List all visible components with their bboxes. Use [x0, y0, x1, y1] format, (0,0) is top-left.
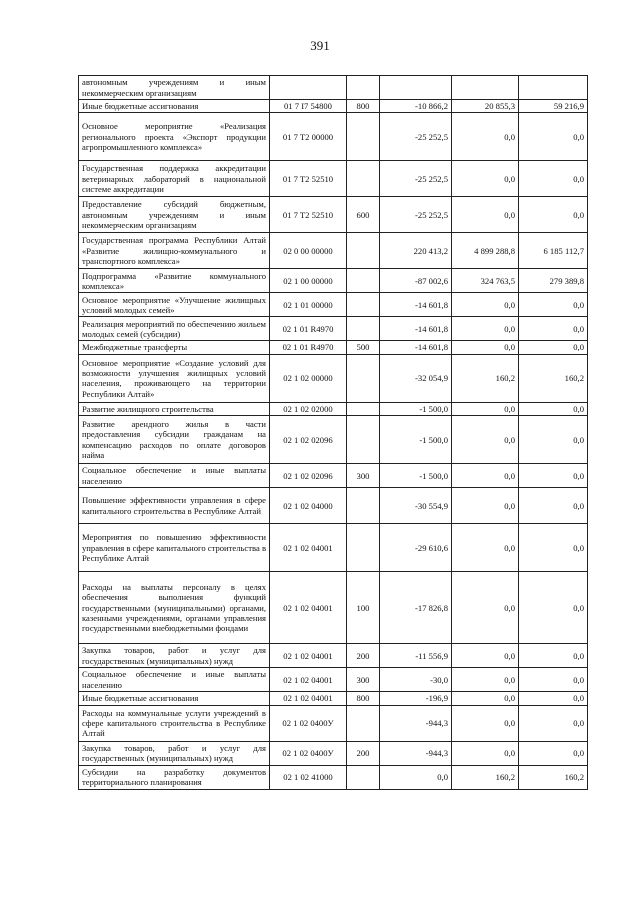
row-expense-type	[347, 161, 380, 197]
row-amount-3: 0,0	[519, 341, 588, 354]
row-expense-type: 200	[347, 741, 380, 765]
row-code: 01 7 T2 00000	[270, 113, 347, 161]
row-amount-1: -10 866,2	[380, 100, 452, 113]
table-row	[79, 197, 588, 233]
table-row	[79, 765, 588, 789]
row-amount-1: -30 554,9	[380, 488, 452, 524]
row-name: Социальное обеспечение и иные выплаты населению	[79, 668, 270, 692]
row-amount-3: 0,0	[519, 488, 588, 524]
row-code: 02 1 00 00000	[270, 269, 347, 293]
row-code: 02 1 02 04001	[270, 644, 347, 668]
row-name: Основное мероприятие «Улучшение жилищных условий молодых семей»	[79, 293, 270, 317]
budget-table	[78, 75, 588, 790]
row-amount-2: 0,0	[452, 488, 519, 524]
row-amount-1: -196,9	[380, 692, 452, 705]
table-row	[79, 416, 588, 464]
row-amount-2: 324 763,5	[452, 269, 519, 293]
row-name: Иные бюджетные ассигнования	[79, 100, 270, 113]
table-row	[79, 572, 588, 644]
row-amount-1: -14 601,8	[380, 293, 452, 317]
row-amount-2: 20 855,3	[452, 100, 519, 113]
row-expense-type: 300	[347, 668, 380, 692]
row-amount-3: 0,0	[519, 402, 588, 415]
row-code: 01 7 T2 52510	[270, 197, 347, 233]
row-code: 02 1 02 02000	[270, 402, 347, 415]
row-code: 02 1 02 02096	[270, 416, 347, 464]
table-row	[79, 161, 588, 197]
row-expense-type	[347, 354, 380, 402]
row-expense-type: 800	[347, 100, 380, 113]
row-amount-3: 0,0	[519, 644, 588, 668]
row-expense-type	[347, 705, 380, 741]
table-row	[79, 293, 588, 317]
row-amount-3: 0,0	[519, 317, 588, 341]
row-code: 02 1 02 00000	[270, 354, 347, 402]
row-name: Государственная поддержка аккредитации ветеринарных лабораторий в национальной системе аккредитации	[79, 161, 270, 197]
row-amount-3: 160,2	[519, 765, 588, 789]
row-name: Расходы на выплаты персоналу в целях обеспечения выполнения функций государственными (муниципальными) органами, казенными учреждениями, органами управления государственными внебюджетными фондами	[79, 572, 270, 644]
row-name: Иные бюджетные ассигнования	[79, 692, 270, 705]
row-amount-3: 160,2	[519, 354, 588, 402]
row-name: автономным учреждениям и иным некоммерческим организациям	[79, 76, 270, 100]
row-amount-2: 0,0	[452, 524, 519, 572]
row-code: 01 7 T2 52510	[270, 161, 347, 197]
table-row	[79, 233, 588, 269]
row-name: Основное мероприятие «Создание условий для возможности улучшения жилищных условий населения, проживающего на территории Республики Алтай»	[79, 354, 270, 402]
row-amount-3: 0,0	[519, 692, 588, 705]
row-amount-3: 0,0	[519, 741, 588, 765]
row-amount-1: 220 413,2	[380, 233, 452, 269]
row-amount-1: -25 252,5	[380, 113, 452, 161]
table-row	[79, 705, 588, 741]
table-row	[79, 402, 588, 415]
table-row	[79, 76, 588, 100]
table-row	[79, 668, 588, 692]
row-name: Закупка товаров, работ и услуг для государственных (муниципальных) нужд	[79, 644, 270, 668]
row-amount-3: 0,0	[519, 416, 588, 464]
row-name: Закупка товаров, работ и услуг для государственных (муниципальных) нужд	[79, 741, 270, 765]
row-name: Предоставление субсидий бюджетным, автономным учреждениям и иным некоммерческим организациям	[79, 197, 270, 233]
row-amount-1: -87 002,6	[380, 269, 452, 293]
row-amount-3: 0,0	[519, 668, 588, 692]
row-amount-1: -25 252,5	[380, 197, 452, 233]
row-expense-type: 500	[347, 341, 380, 354]
row-amount-2: 0,0	[452, 197, 519, 233]
page-number: 391	[310, 38, 330, 53]
row-amount-2: 0,0	[452, 741, 519, 765]
table-row	[79, 113, 588, 161]
row-name: Государственная программа Республики Алтай «Развитие жилищно-коммунального и транспортного комплекса»	[79, 233, 270, 269]
row-name: Развитие арендного жилья в части предоставления субсидии гражданам на компенсацию расходов по оплате договоров найма	[79, 416, 270, 464]
row-amount-2: 0,0	[452, 161, 519, 197]
row-code: 02 1 02 04000	[270, 488, 347, 524]
row-code: 02 1 02 04001	[270, 572, 347, 644]
row-amount-2: 160,2	[452, 765, 519, 789]
row-expense-type: 300	[347, 464, 380, 488]
row-amount-1: -944,3	[380, 705, 452, 741]
row-code: 02 1 02 41000	[270, 765, 347, 789]
row-amount-3: 0,0	[519, 572, 588, 644]
row-name: Развитие жилищного строительства	[79, 402, 270, 415]
row-amount-2: 0,0	[452, 402, 519, 415]
table-row	[79, 100, 588, 113]
row-code: 02 1 02 02096	[270, 464, 347, 488]
row-amount-3	[519, 76, 588, 100]
table-row	[79, 524, 588, 572]
row-code: 02 1 01 00000	[270, 293, 347, 317]
row-amount-3: 279 389,8	[519, 269, 588, 293]
row-amount-3: 59 216,9	[519, 100, 588, 113]
budget-table-body	[79, 76, 588, 790]
row-name: Расходы на коммунальные услуги учреждений в сфере капитального строительства в Республике Алтай	[79, 705, 270, 741]
row-amount-1: -1 500,0	[380, 464, 452, 488]
row-name: Подпрограмма «Развитие коммунального комплекса»	[79, 269, 270, 293]
row-expense-type	[347, 402, 380, 415]
row-name: Межбюджетные трансферты	[79, 341, 270, 354]
row-amount-3: 6 185 112,7	[519, 233, 588, 269]
row-name: Субсидии на разработку документов территориального планирования	[79, 765, 270, 789]
table-row	[79, 317, 588, 341]
row-amount-2: 160,2	[452, 354, 519, 402]
row-code: 02 1 01 R4970	[270, 341, 347, 354]
row-amount-3: 0,0	[519, 524, 588, 572]
row-amount-1	[380, 76, 452, 100]
row-amount-2: 0,0	[452, 668, 519, 692]
row-amount-3: 0,0	[519, 293, 588, 317]
row-amount-1: -30,0	[380, 668, 452, 692]
row-amount-2: 0,0	[452, 692, 519, 705]
table-row	[79, 692, 588, 705]
row-expense-type	[347, 76, 380, 100]
row-amount-1: -25 252,5	[380, 161, 452, 197]
table-row	[79, 269, 588, 293]
row-amount-2: 4 899 288,8	[452, 233, 519, 269]
row-expense-type: 100	[347, 572, 380, 644]
row-code: 02 1 01 R4970	[270, 317, 347, 341]
row-code: 02 1 02 0400У	[270, 705, 347, 741]
row-amount-2: 0,0	[452, 644, 519, 668]
row-amount-1: 0,0	[380, 765, 452, 789]
row-amount-1: -14 601,8	[380, 317, 452, 341]
row-amount-2: 0,0	[452, 416, 519, 464]
row-code	[270, 76, 347, 100]
row-expense-type	[347, 765, 380, 789]
row-code: 02 1 02 04001	[270, 524, 347, 572]
row-expense-type	[347, 416, 380, 464]
row-expense-type	[347, 293, 380, 317]
row-name: Реализация мероприятий по обеспечению жильем молодых семей (субсидии)	[79, 317, 270, 341]
row-amount-1: -1 500,0	[380, 416, 452, 464]
row-amount-1: -29 610,6	[380, 524, 452, 572]
row-amount-3: 0,0	[519, 705, 588, 741]
row-amount-2: 0,0	[452, 317, 519, 341]
row-expense-type: 800	[347, 692, 380, 705]
row-amount-1: -17 826,8	[380, 572, 452, 644]
row-code: 02 0 00 00000	[270, 233, 347, 269]
table-row	[79, 644, 588, 668]
row-amount-2: 0,0	[452, 293, 519, 317]
row-amount-3: 0,0	[519, 197, 588, 233]
row-amount-2: 0,0	[452, 464, 519, 488]
row-expense-type	[347, 317, 380, 341]
row-name: Основное мероприятие «Реализация регионального проекта «Экспорт продукции агропромышленного комплекса»	[79, 113, 270, 161]
table-row	[79, 354, 588, 402]
table-row	[79, 741, 588, 765]
row-amount-1: -14 601,8	[380, 341, 452, 354]
row-amount-2: 0,0	[452, 113, 519, 161]
table-row	[79, 464, 588, 488]
row-amount-1: -11 556,9	[380, 644, 452, 668]
row-amount-2: 0,0	[452, 572, 519, 644]
row-amount-1: -1 500,0	[380, 402, 452, 415]
row-code: 02 1 02 04001	[270, 668, 347, 692]
row-expense-type	[347, 113, 380, 161]
row-code: 02 1 02 0400У	[270, 741, 347, 765]
row-amount-1: -944,3	[380, 741, 452, 765]
row-amount-3: 0,0	[519, 113, 588, 161]
row-expense-type	[347, 488, 380, 524]
row-code: 02 1 02 04001	[270, 692, 347, 705]
row-amount-2: 0,0	[452, 341, 519, 354]
row-expense-type	[347, 524, 380, 572]
row-amount-3: 0,0	[519, 161, 588, 197]
table-row	[79, 341, 588, 354]
row-amount-2	[452, 76, 519, 100]
row-amount-2: 0,0	[452, 705, 519, 741]
row-name: Социальное обеспечение и иные выплаты населению	[79, 464, 270, 488]
row-expense-type	[347, 269, 380, 293]
row-code: 01 7 I7 54800	[270, 100, 347, 113]
row-amount-3: 0,0	[519, 464, 588, 488]
row-name: Мероприятия по повышению эффективности управления в сфере капитального строительства в Республике Алтай	[79, 524, 270, 572]
row-amount-1: -32 054,9	[380, 354, 452, 402]
row-expense-type: 200	[347, 644, 380, 668]
row-expense-type: 600	[347, 197, 380, 233]
table-row	[79, 488, 588, 524]
row-name: Повышение эффективности управления в сфере капитального строительства в Республике Алтай	[79, 488, 270, 524]
row-expense-type	[347, 233, 380, 269]
